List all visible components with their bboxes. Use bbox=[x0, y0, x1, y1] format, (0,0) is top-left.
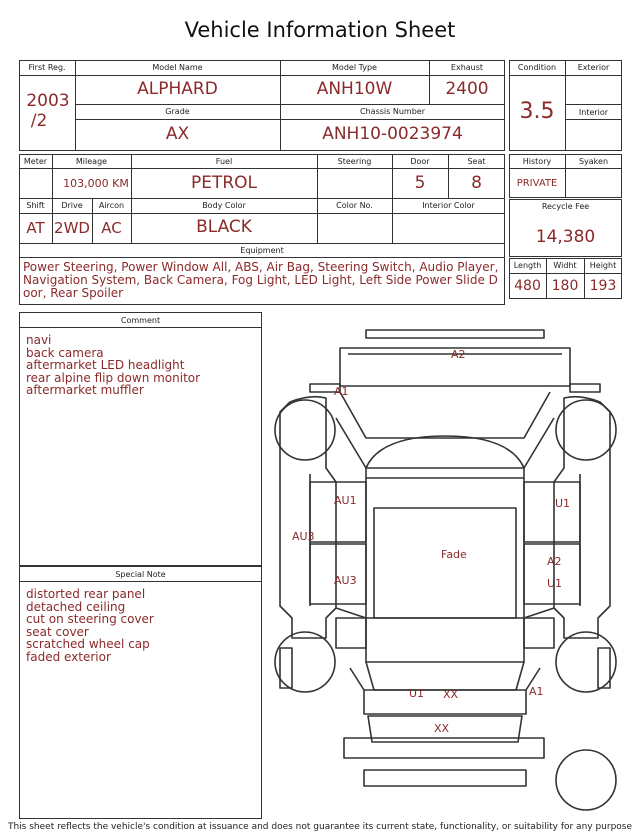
comment-label: Comment bbox=[120, 316, 161, 325]
steering-label: Steering bbox=[337, 157, 372, 166]
special-note-item: distorted rear panel bbox=[26, 587, 146, 601]
chassis-label: Chassis Number bbox=[360, 107, 425, 116]
grade-label: Grade bbox=[165, 107, 190, 116]
width-label: Widht bbox=[553, 261, 577, 270]
shift-value: AT bbox=[26, 219, 45, 237]
length-value: 480 bbox=[514, 278, 541, 294]
mark-rear-corner: A1 bbox=[529, 685, 544, 698]
seat-label: Seat bbox=[467, 157, 486, 166]
height-value: 193 bbox=[589, 278, 617, 294]
rear-step bbox=[364, 770, 526, 786]
mark-right-front-door: U1 bbox=[555, 497, 571, 510]
fuel-label: Fuel bbox=[215, 157, 233, 166]
drive-label: Drive bbox=[61, 201, 83, 210]
special-note-item: seat cover bbox=[26, 624, 89, 639]
mileage-label: Mileage bbox=[75, 157, 108, 166]
interior-color-label: Interior Color bbox=[422, 201, 475, 210]
length-label: Length bbox=[513, 261, 542, 270]
car-damage-diagram bbox=[270, 318, 630, 818]
equipment-list: Power Steering, Power Window All, ABS, Air Bag, Steering Switch, Audio Player, Navigation System, Back Camera, Fog Light, LED Light, Left Side Power Slide Door, Rear Spoiler bbox=[23, 260, 499, 300]
equipment-label: Equipment bbox=[240, 246, 284, 255]
aircon-label: Aircon bbox=[98, 201, 125, 210]
first-reg-month: /2 bbox=[30, 111, 48, 131]
roof-panel bbox=[366, 330, 544, 338]
recycle-label: Recycle Fee bbox=[541, 202, 590, 211]
comment-item: rear alpine flip down monitor bbox=[26, 370, 201, 385]
meter-label: Meter bbox=[23, 157, 48, 166]
history-label: History bbox=[522, 157, 552, 166]
special-note-list bbox=[26, 588, 258, 663]
model-type-label: Model Type bbox=[332, 63, 377, 72]
rear-bumper bbox=[344, 738, 544, 758]
model-type: ANH10W bbox=[316, 79, 393, 99]
seat-value: 8 bbox=[471, 173, 482, 193]
windshield bbox=[366, 436, 524, 468]
drive-value: 2WD bbox=[54, 219, 90, 237]
special-note-item: cut on steering cover bbox=[26, 612, 154, 626]
width-value: 180 bbox=[551, 278, 579, 294]
rear-right-wheel bbox=[556, 632, 616, 692]
mark-center: Fade bbox=[441, 548, 467, 561]
model-name: ALPHARD bbox=[137, 79, 218, 99]
condition-score: 3.5 bbox=[519, 99, 555, 124]
special-note-item: detached ceiling bbox=[26, 599, 126, 614]
fuel-value: PETROL bbox=[190, 173, 258, 193]
recycle-value: 14,380 bbox=[535, 227, 596, 247]
sheet-title: Vehicle Information Sheet bbox=[184, 18, 456, 42]
height-label: Height bbox=[589, 261, 617, 270]
roof-center bbox=[374, 508, 516, 618]
right-front-door bbox=[524, 482, 580, 542]
history-value: PRIVATE bbox=[516, 178, 558, 189]
mark-right-rear-door-a: A2 bbox=[547, 555, 562, 568]
body-color-value: BLACK bbox=[196, 217, 252, 237]
grade-value: AX bbox=[165, 124, 190, 144]
body-color-label: Body Color bbox=[202, 201, 246, 210]
door-value: 5 bbox=[414, 173, 426, 193]
mark-roof: A2 bbox=[451, 348, 466, 361]
model-name-label: Model Name bbox=[152, 63, 203, 72]
comment-item: aftermarket muffler bbox=[26, 383, 144, 397]
exhaust-label: Exhaust bbox=[450, 63, 484, 72]
aircon-value: AC bbox=[101, 219, 122, 237]
first-reg-label: First Reg. bbox=[28, 63, 66, 72]
comment-item: aftermarket LED headlight bbox=[26, 358, 185, 372]
left-front-door bbox=[310, 482, 366, 542]
mark-left-front-door: AU1 bbox=[334, 494, 357, 507]
exterior-label: Exterior bbox=[577, 63, 610, 72]
rear-left-wheel bbox=[275, 632, 335, 692]
comment-list bbox=[26, 334, 258, 397]
mark-rear-a: U1 bbox=[409, 687, 425, 700]
comment-item: navi bbox=[26, 333, 52, 347]
condition-label: Condition bbox=[517, 63, 557, 72]
mileage-value: 103,000 KM bbox=[63, 177, 129, 190]
spare-wheel bbox=[556, 750, 616, 810]
chassis-number: ANH10-0023974 bbox=[322, 124, 463, 144]
first-reg-year: 2003 bbox=[26, 91, 70, 111]
special-note-item: faded exterior bbox=[26, 649, 111, 664]
color-no-label: Color No. bbox=[336, 201, 373, 210]
mark-tailgate: XX bbox=[434, 722, 450, 735]
door-label: Door bbox=[410, 157, 430, 166]
disclaimer-footer: This sheet reflects the vehicle's condition at issuance and does not guarantee its current state, functionality, or suitability for any purpose bbox=[7, 822, 633, 832]
special-note-item: scratched wheel cap bbox=[26, 637, 150, 651]
special-note-label: Special Note bbox=[115, 570, 166, 579]
mark-right-rear-door-b: U1 bbox=[547, 577, 563, 590]
shift-label: Shift bbox=[26, 201, 45, 210]
mark-front-left-fender: A1 bbox=[334, 385, 349, 398]
syaken-label: Syaken bbox=[578, 157, 609, 166]
comment-item: back camera bbox=[26, 345, 104, 360]
mark-left-pillar: AU3 bbox=[292, 530, 315, 543]
mark-left-rear-door: AU3 bbox=[334, 574, 357, 587]
right-rear-door bbox=[524, 544, 580, 604]
exhaust-value: 2400 bbox=[445, 79, 489, 99]
interior-label: Interior bbox=[578, 108, 609, 117]
mark-rear-b: XX bbox=[443, 688, 459, 701]
rear-window bbox=[366, 662, 524, 690]
